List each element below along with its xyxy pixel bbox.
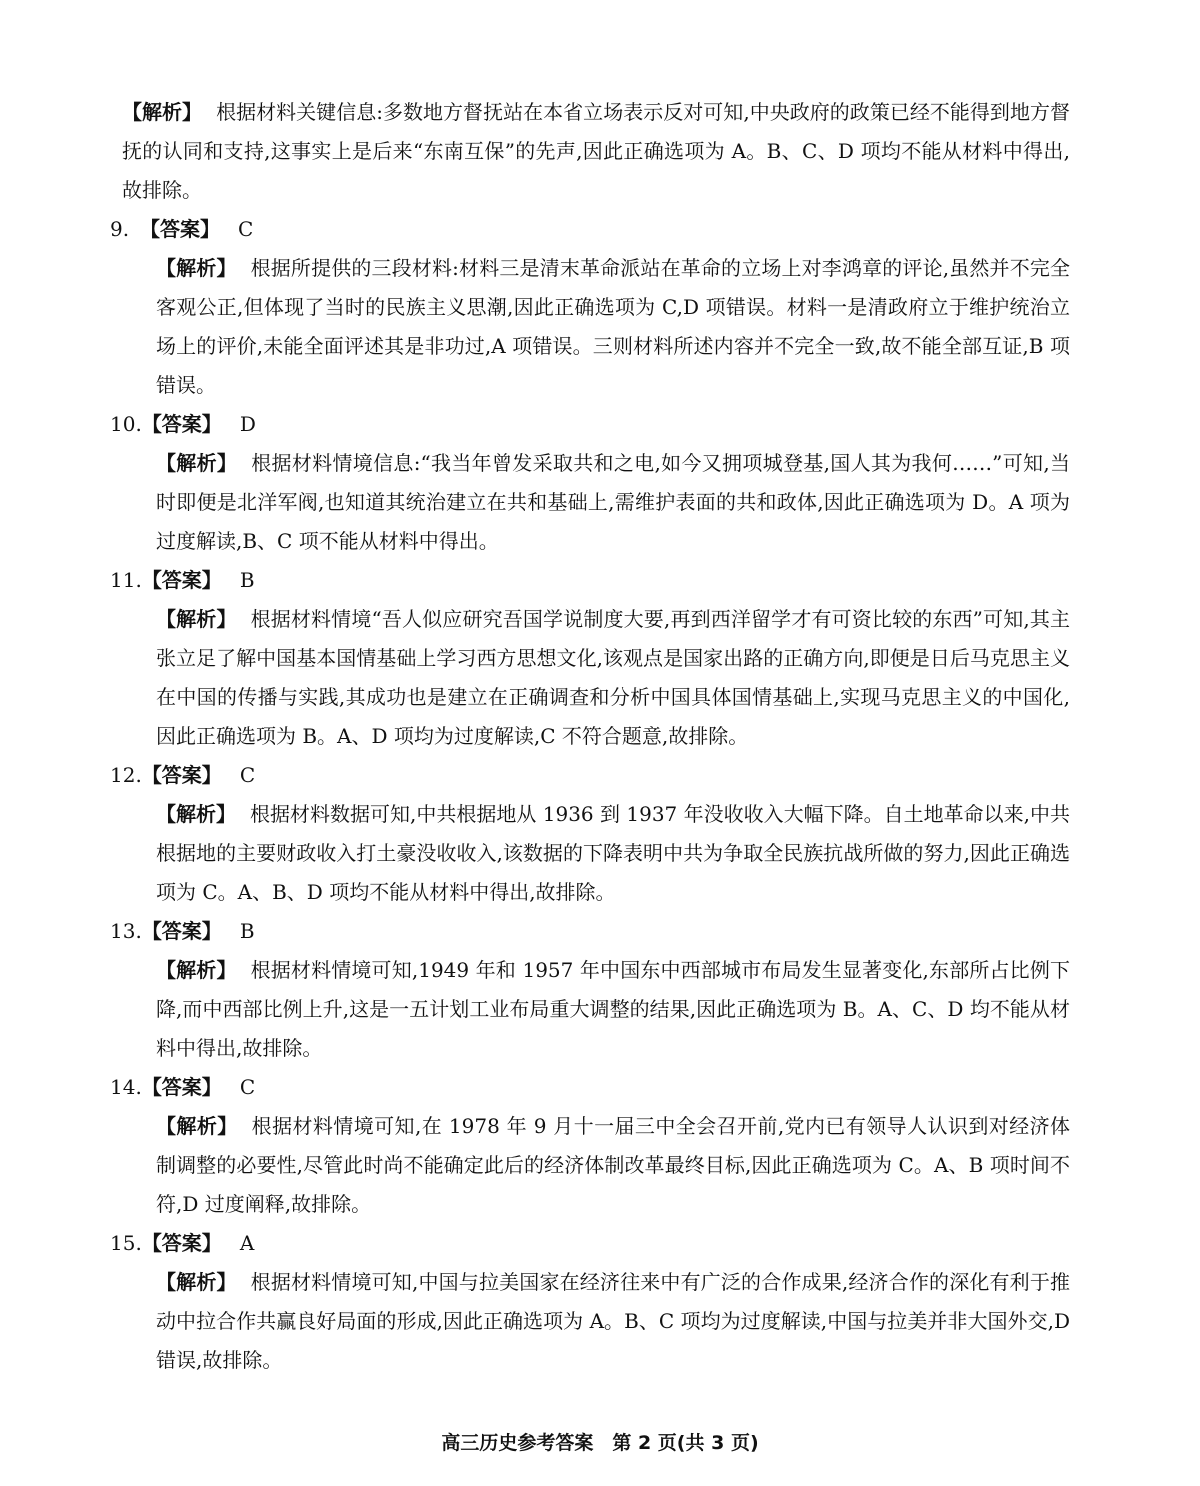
question-number: 10. — [110, 412, 142, 436]
analysis-paragraph — [110, 1107, 1070, 1224]
analysis-paragraph — [110, 444, 1070, 561]
analysis-text: 根据材料情境信息:“我当年曾发采取共和之电,如今又拥项城登基,国人其为我何……”可知,当时即便是北洋军阀,也知道其统治建立在共和基础上,需维护表面的共和政体,因此正确选项为 D。A 项为过度解读,B、C 项不能从材料中得出。 — [156, 451, 1070, 553]
answer-tag: 【答案】 — [141, 568, 222, 592]
intro-analysis — [110, 93, 1070, 210]
analysis-text: 根据材料情境可知,1949 年和 1957 年中国东中西部城市布局发生显著变化,东部所占比例下降,而中西部比例上升,这是一五计划工业布局重大调整的结果,因此正确选项为 B。A、C、D 均不能从材料中得出,故排除。 — [156, 958, 1070, 1060]
analysis-tag: 【解析】 — [156, 451, 238, 475]
answer-value: C — [239, 1075, 256, 1099]
analysis-paragraph — [110, 951, 1070, 1068]
answer-value: B — [239, 568, 255, 592]
answer-line — [110, 1224, 1070, 1263]
analysis-tag: 【解析】 — [156, 1270, 237, 1294]
answer-line — [110, 912, 1070, 951]
answer-line — [110, 561, 1070, 600]
analysis-text: 根据材料数据可知,中共根据地从 1936 到 1937 年没收收入大幅下降。自土地革命以来,中共根据地的主要财政收入打土豪没收收入,该数据的下降表明中共为争取全民族抗战所做的努力,因此正确选项为 C。A、B、D 项均不能从材料中得出,故排除。 — [156, 802, 1070, 904]
answer-content — [110, 93, 1070, 1380]
answer-tag: 【答案】 — [141, 1231, 222, 1255]
answer-line — [110, 210, 1070, 249]
answer-item-10 — [110, 405, 1070, 561]
answer-item-9 — [110, 210, 1070, 405]
analysis-tag: 【解析】 — [156, 1114, 238, 1138]
answer-value: C — [239, 763, 256, 787]
question-number: 11. — [110, 568, 142, 592]
page-footer: 高三历史参考答案 第 2 页(共 3 页) — [441, 1432, 759, 1454]
answer-tag: 【答案】 — [140, 217, 220, 241]
question-number: 12. — [110, 763, 142, 787]
answer-tag: 【答案】 — [141, 412, 222, 436]
analysis-text: 根据材料情境可知,中国与拉美国家在经济往来中有广泛的合作成果,经济合作的深化有利于推动中拉合作共赢良好局面的形成,因此正确选项为 A。B、C 项均为过度解读,中国与拉美并非大国外交,D 错误,故排除。 — [156, 1270, 1071, 1372]
answer-value: A — [239, 1231, 255, 1255]
answer-line — [110, 405, 1070, 444]
analysis-text: 根据所提供的三段材料:材料三是清末革命派站在革命的立场上对李鸿章的评论,虽然并不完全客观公正,但体现了当时的民族主义思潮,因此正确选项为 C,D 项错误。材料一是清政府立于维护统治立场上的评价,未能全面评述其是非功过,A 项错误。三则材料所述内容并不完全一致,故不能全部互证,B 项错误。 — [156, 256, 1070, 397]
answer-value: C — [238, 217, 254, 241]
analysis-tag: 【解析】 — [156, 802, 237, 826]
analysis-tag: 【解析】 — [122, 100, 203, 124]
question-number: 13. — [110, 919, 142, 943]
analysis-paragraph — [110, 1263, 1070, 1380]
answer-item-12 — [110, 756, 1070, 912]
analysis-tag: 【解析】 — [156, 256, 237, 280]
answer-value: D — [239, 412, 256, 436]
analysis-text: 根据材料关键信息:多数地方督抚站在本省立场表示反对可知,中央政府的政策已经不能得到地方督抚的认同和支持,这事实上是后来“东南互保”的先声,因此正确选项为 A。B、C、D 项均不能从材料中得出,故排除。 — [122, 100, 1070, 202]
analysis-tag: 【解析】 — [156, 607, 237, 631]
question-number: 9. — [110, 217, 130, 241]
analysis-paragraph — [110, 600, 1070, 756]
answer-line — [110, 1068, 1070, 1107]
analysis-paragraph — [110, 249, 1070, 405]
answer-item-14 — [110, 1068, 1070, 1224]
question-number: 15. — [110, 1231, 142, 1255]
answer-tag: 【答案】 — [141, 1075, 222, 1099]
answer-tag: 【答案】 — [141, 763, 222, 787]
answer-item-11 — [110, 561, 1070, 756]
answer-line — [110, 756, 1070, 795]
answer-item-13 — [110, 912, 1070, 1068]
answer-tag: 【答案】 — [141, 919, 222, 943]
answer-item-15 — [110, 1224, 1070, 1380]
answer-value: B — [239, 919, 255, 943]
question-number: 14. — [110, 1075, 142, 1099]
analysis-paragraph — [110, 795, 1070, 912]
analysis-text: 根据材料情境可知,在 1978 年 9 月十一届三中全会召开前,党内已有领导人认识到对经济体制调整的必要性,尽管此时尚不能确定此后的经济体制改革最终目标,因此正确选项为 C。A、B 项时间不符,D 过度阐释,故排除。 — [156, 1114, 1070, 1216]
analysis-text: 根据材料情境“吾人似应研究吾国学说制度大要,再到西洋留学才有可资比较的东西”可知,其主张立足了解中国基本国情基础上学习西方思想文化,该观点是国家出路的正确方向,即便是日后马克思主义在中国的传播与实践,其成功也是建立在正确调查和分析中国具体国情基础上,实现马克思主义的中国化,因此正确选项为 B。A、D 项均为过度解读,C 不符合题意,故排除。 — [156, 607, 1070, 748]
analysis-tag: 【解析】 — [156, 958, 237, 982]
